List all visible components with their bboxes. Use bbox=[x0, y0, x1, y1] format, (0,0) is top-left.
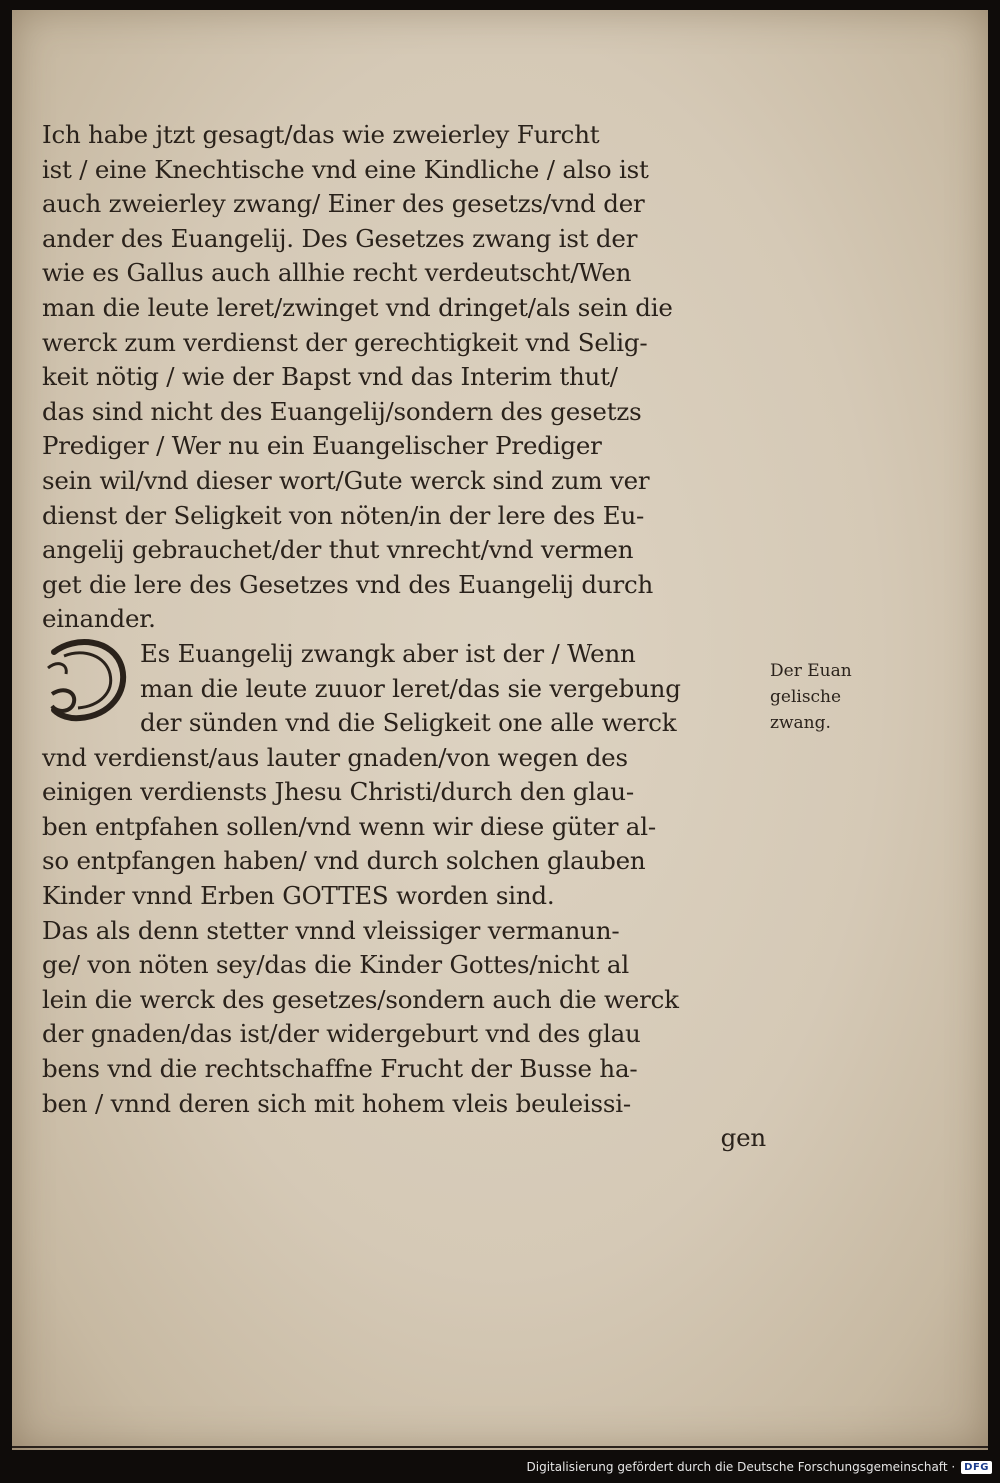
marginal-note-line: gelische bbox=[770, 687, 842, 707]
marginal-note-line: zwang. bbox=[770, 713, 831, 733]
text-line: get die lere des Gesetzes vnd des Euangelij durch bbox=[42, 569, 654, 599]
text-line: Das als denn stetter vnnd vleissiger vermanun- bbox=[42, 915, 620, 945]
digitization-credit bbox=[527, 1457, 992, 1477]
text-line: Ich habe jtzt gesagt/das wie zweierley Furcht bbox=[42, 120, 600, 149]
text-line: einigen verdiensts Jhesu Christi/durch den glau- bbox=[42, 777, 634, 807]
text-line: lein die werck des gesetzes/sondern auch die werck bbox=[42, 984, 679, 1014]
ornamental-initial-d-icon bbox=[44, 634, 128, 724]
marginal-note bbox=[770, 658, 900, 736]
text-line: so entpfangen haben/ vnd durch solchen glauben bbox=[42, 846, 646, 876]
text-line: keit nötig / wie der Bapst vnd das Interim thut/ bbox=[42, 362, 618, 392]
text-line: man die leute leret/zwinget vnd dringet/als sein die bbox=[42, 292, 673, 322]
text-line: ander des Euangelij. Des Gesetzes zwang ist der bbox=[42, 223, 638, 253]
catchword: gen bbox=[720, 1123, 766, 1153]
text-line: vnd verdienst/aus lauter gnaden/von wegen des bbox=[42, 742, 628, 772]
text-line: angelij gebrauchet/der thut vnrecht/vnd vermen bbox=[42, 535, 634, 565]
main-text bbox=[42, 118, 768, 1156]
text-line: ben entpfahen sollen/vnd wenn wir diese güter al- bbox=[42, 811, 656, 841]
dfg-logo: DFG bbox=[961, 1461, 992, 1474]
book-page bbox=[12, 10, 988, 1450]
marginal-note-line: Der Euan bbox=[770, 661, 852, 681]
text-line: der gnaden/das ist/der widergeburt vnd des glau bbox=[42, 1019, 641, 1049]
text-line: auch zweierley zwang/ Einer des gesetzs/vnd der bbox=[42, 189, 645, 219]
text-line: wie es Gallus auch allhie recht verdeutscht/Wen bbox=[42, 258, 632, 288]
text-line: ge/ von nöten sey/das die Kinder Gottes/nicht al bbox=[42, 950, 629, 980]
text-line: der sünden vnd die Seligkeit one alle werck bbox=[140, 708, 677, 738]
text-line: Es Euangelij zwangk aber ist der / Wenn bbox=[140, 638, 636, 668]
credit-text: Digitalisierung gefördert durch die Deutsche Forschungsgemeinschaft · bbox=[526, 1460, 956, 1474]
text-line: ist / eine Knechtische vnd eine Kindliche / also ist bbox=[42, 154, 649, 184]
text-line: ben / vnnd deren sich mit hohem vleis beuleissi- bbox=[42, 1088, 632, 1118]
text-line: man die leute zuuor leret/das sie vergebung bbox=[140, 673, 681, 703]
page-edge bbox=[12, 1446, 988, 1448]
text-line: bens vnd die rechtschaffne Frucht der Busse ha- bbox=[42, 1054, 638, 1084]
text-line: das sind nicht des Euangelij/sondern des gesetzs bbox=[42, 396, 642, 426]
text-line: dienst der Seligkeit von nöten/in der lere des Eu- bbox=[42, 500, 645, 530]
text-line: Kinder vnnd Erben GOTTES worden sind. bbox=[42, 881, 555, 911]
text-line: werck zum verdienst der gerechtigkeit vnd Selig- bbox=[42, 327, 648, 357]
text-line: sein wil/vnd dieser wort/Gute werck sind zum ver bbox=[42, 465, 650, 495]
text-line: Prediger / Wer nu ein Euangelischer Prediger bbox=[42, 431, 602, 461]
text-line: einander. bbox=[42, 604, 156, 634]
